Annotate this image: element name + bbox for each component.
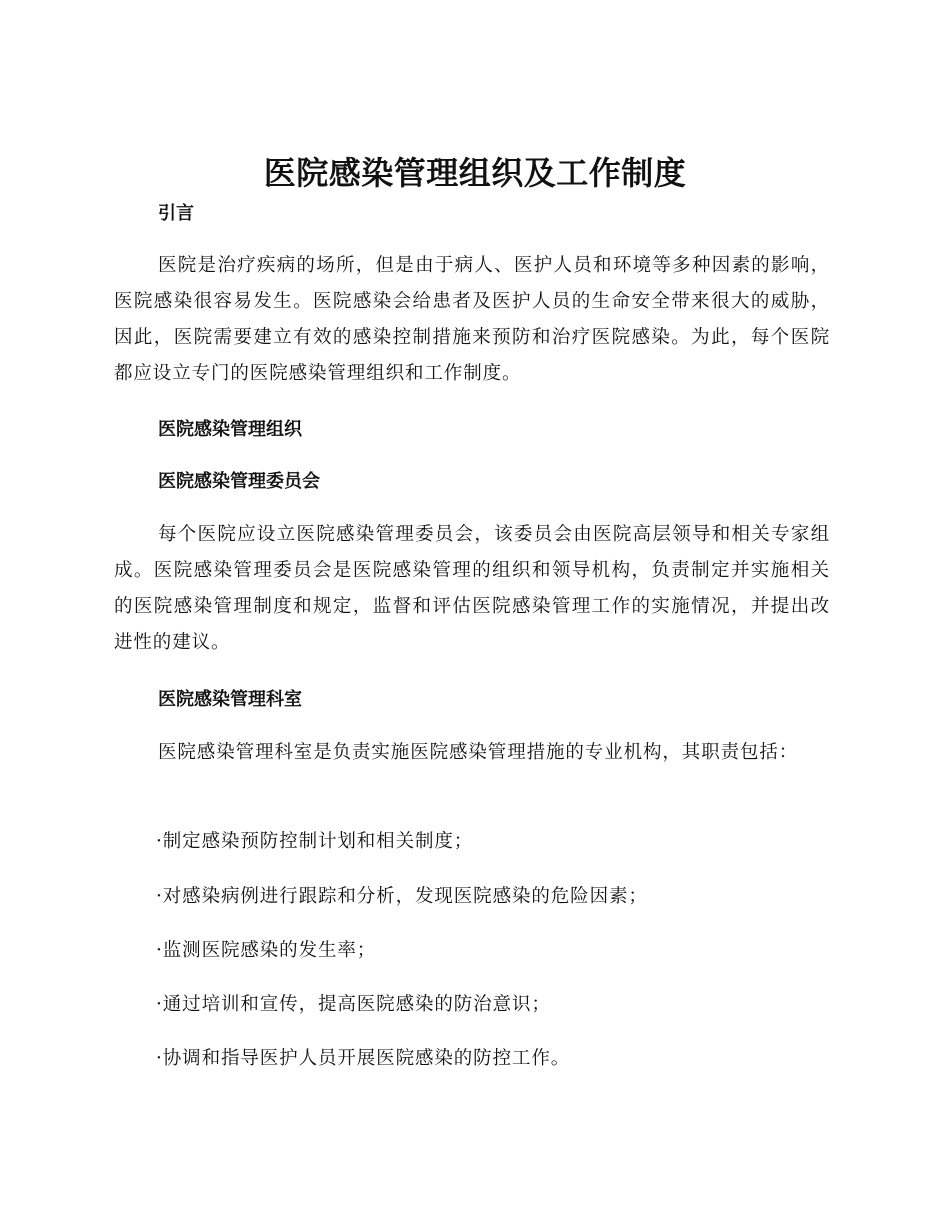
duty-item: ·协调和指导医护人员开展医院感染的防控工作。 [156, 1048, 571, 1069]
committee-heading: 医院感染管理委员会 [158, 471, 320, 492]
committee-paragraph: 每个医院应设立医院感染管理委员会，该委员会由医院高层领导和相关专家组成。医院感染管理委员会是医院感染管理的组织和领导机构，负责制定并实施相关的医院感染管理制度和规定，监督和评估医院感染管理工作的实施情况，并提出改进性的建议。 [114, 524, 830, 653]
intro-heading: 引言 [158, 203, 194, 224]
org-heading: 医院感染管理组织 [158, 419, 302, 440]
duty-item: ·制定感染预防控制计划和相关制度； [156, 831, 474, 852]
dept-heading: 医院感染管理科室 [158, 689, 302, 710]
intro-paragraph: 医院是治疗疾病的场所，但是由于病人、医护人员和环境等多种因素的影响，医院感染很容易发生。医院感染会给患者及医护人员的生命安全带来很大的威胁，因此，医院需要建立有效的感染控制措施来预防和治疗医院感染。为此，每个医院都应设立专门的医院感染管理组织和工作制度。 [114, 255, 830, 384]
document-title: 医院感染管理组织及工作制度 [263, 154, 687, 192]
duty-item: ·监测医院感染的发生率； [156, 940, 377, 961]
duty-item: ·通过培训和宣传，提高医院感染的防治意识； [156, 994, 551, 1015]
dept-paragraph: 医院感染管理科室是负责实施医院感染管理措施的专业机构，其职责包括： [158, 742, 799, 763]
duty-item: ·对感染病例进行跟踪和分析，发现医院感染的危险因素； [156, 886, 648, 907]
